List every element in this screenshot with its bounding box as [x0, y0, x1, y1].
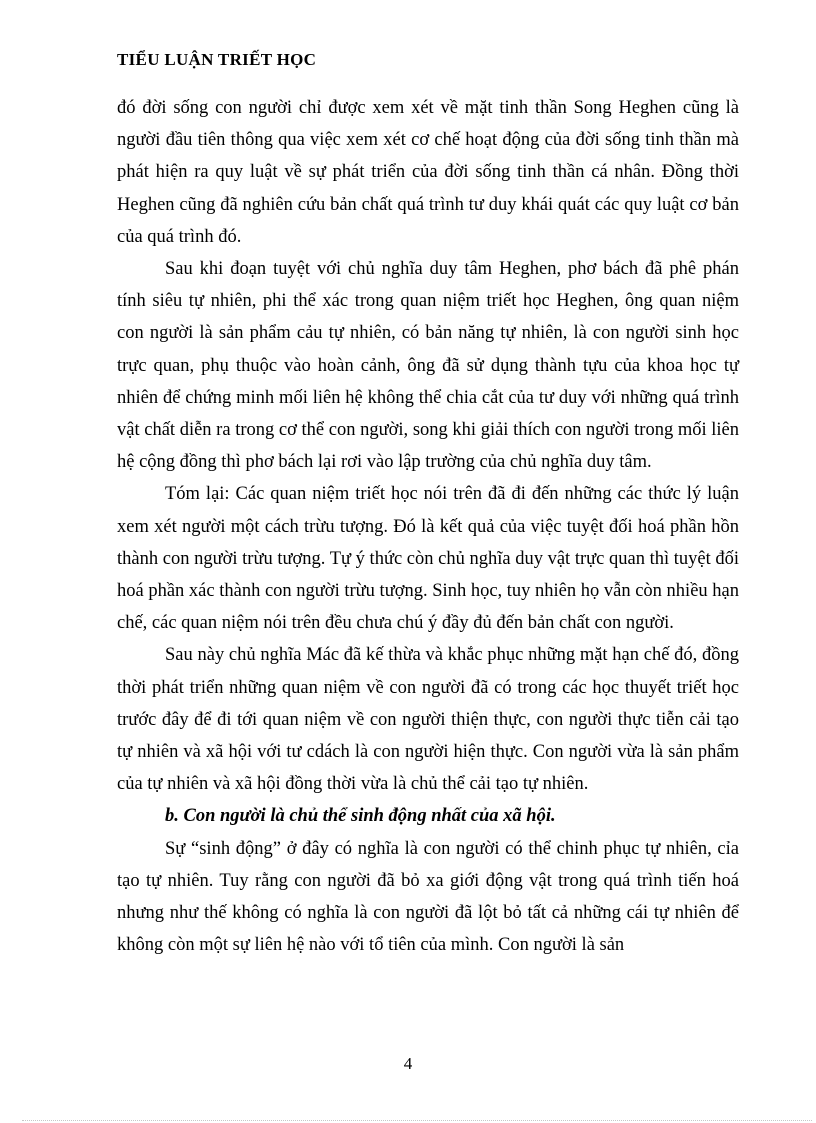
section-subheading: b. Con người là chủ thể sinh động nhất của xã hội.	[165, 806, 556, 827]
paragraph-living-subject: Sự “sinh động” ở đây có nghĩa là con người có thể chinh phục tự nhiên, cỉa tạo tự nhiên. Tuy rằng con người đã bỏ xa giới động vật trong quá trình tiến hoá nhưng như thế không có nghĩa là con người đã lột bỏ tất cả những cái tự nhiên để không còn một sự liên hệ nào với tổ tiên của mình. Con người là sản	[117, 838, 739, 956]
paragraph-feuerbach: Sau khi đoạn tuyệt với chủ nghĩa duy tâm Heghen, phơ bách đã phê phán tính siêu tự nhiên, phi thể xác trong quan niệm triết học Heghen, ông quan niệm con người là sản phẩm cảu tự nhiên, có bản năng tự nhiên, là con người sinh học trực quan, phụ thuộc vào hoàn cảnh, ông đã sử dụng thành tựu của khoa học tự nhiên để chứng minh mối liên hệ không thể chia cắt của tư duy với những quá trình vật chất diễn ra trong cơ thể con người, song khi giải thích con người trong mối liên hệ cộng đồng thì phơ bách lại rơi vào lập trường của chủ nghĩa duy tâm.	[117, 259, 739, 473]
paragraph-summary: Tóm lại: Các quan niệm triết học nói trên đã đi đến những các thức lý luận xem xét người một cách trừu tượng. Đó là kết quả của việc tuyệt đối hoá phần hồn thành con người trừu tượng. Tự ý thức còn chủ nghĩa duy vật trực quan thì tuyệt đối hoá phần xác thành con người trừu tượng. Sinh học, tuy nhiên họ vẫn còn nhiều hạn chế, các quan niệm nói trên đều chưa chú ý đầy đủ đến bản chất con người.	[117, 484, 739, 634]
page-header-title: TIỂU LUẬN TRIẾT HỌC	[117, 50, 317, 69]
page-number: 4	[403, 1054, 413, 1073]
document-body	[117, 92, 739, 961]
paragraph-marxism: Sau này chủ nghĩa Mác đã kế thừa và khắc phục những mặt hạn chế đó, đồng thời phát triển những quan niệm về con người đã có trong các học thuyết triết học trước đây để đi tới quan niệm về con người thiện thực, con người thực tiễn cải tạo tự nhiên và xã hội với tư cdách là con người hiện thực. Con người vừa là sản phẩm của tự nhiên và xã hội đồng thời vừa là chủ thể cải tạo tự nhiên.	[117, 645, 739, 795]
paragraph-continuation: đó đời sống con người chỉ được xem xét về mặt tinh thần Song Heghen cũng là người đầu tiên thông qua việc xem xét cơ chế hoạt động của đời sống tinh thần mà phát hiện ra quy luật về sự phát triển của đời sống tinh thần cá nhân. Đồng thời Heghen cũng đã nghiên cứu bản chất quá trình tư duy khái quát các quy luật cơ bản của quá trình đó.	[117, 98, 739, 247]
page-bottom-divider	[22, 1120, 812, 1121]
